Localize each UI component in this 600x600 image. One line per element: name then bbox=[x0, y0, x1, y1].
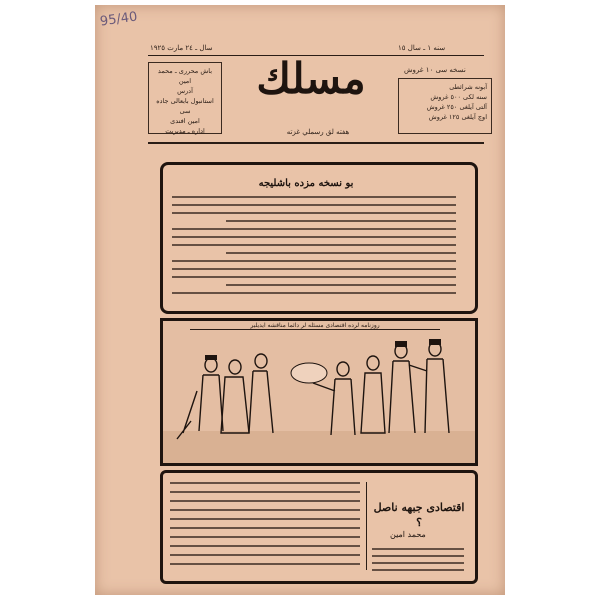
editor-line: باش محرری ـ محمد امين bbox=[157, 67, 213, 85]
text-line bbox=[372, 555, 464, 557]
left-figures bbox=[177, 354, 273, 439]
text-line bbox=[170, 545, 360, 547]
bottom-article-author: محمد امين bbox=[390, 530, 426, 539]
subscription-box bbox=[398, 78, 492, 134]
hats bbox=[205, 339, 441, 360]
text-line bbox=[172, 236, 456, 238]
text-line bbox=[172, 204, 456, 206]
text-line bbox=[170, 509, 360, 511]
cartoon-illustration bbox=[163, 321, 475, 463]
text-line bbox=[372, 548, 464, 550]
cartoon-caption: روزنامه لرده اقتصادی مسئله لر دائما مناقشه ایدیلیر bbox=[190, 322, 440, 330]
column-separator bbox=[366, 482, 367, 570]
subscription-half: آلتى آيلغى ٢٥٠ غروش bbox=[426, 103, 487, 111]
text-line bbox=[170, 482, 360, 484]
editor-name: امين افندى bbox=[170, 117, 200, 125]
issue-number: سنه ١ ـ سال ١٥ bbox=[398, 44, 446, 52]
text-line bbox=[170, 518, 360, 520]
text-line bbox=[172, 212, 456, 214]
right-figures bbox=[313, 342, 449, 435]
text-line bbox=[172, 260, 456, 262]
text-line bbox=[172, 228, 456, 230]
text-line bbox=[170, 491, 360, 493]
subscription-title: آبونه شرائطى bbox=[449, 83, 487, 91]
speech-bubble bbox=[291, 363, 327, 383]
text-line bbox=[172, 244, 456, 246]
masthead: مسلك bbox=[256, 54, 366, 103]
text-line bbox=[372, 562, 464, 564]
cartoon-frame bbox=[160, 318, 478, 466]
text-line bbox=[172, 276, 456, 278]
text-line bbox=[170, 536, 360, 538]
editor-box bbox=[148, 62, 222, 134]
subscription-quarter: اوچ آيلغى ١٢٥ غروش bbox=[428, 113, 487, 121]
text-line bbox=[170, 500, 360, 502]
price-line: نسخه سى ١٠ غروش bbox=[404, 66, 466, 74]
text-line bbox=[172, 268, 456, 270]
subscription-year: سنه لكى ٥٠٠ غروش bbox=[430, 93, 487, 101]
address-label: آدرس bbox=[177, 87, 193, 95]
address-line: استانبول بابعالى جاده سى bbox=[156, 97, 214, 115]
text-line bbox=[226, 220, 456, 222]
text-line bbox=[170, 563, 360, 565]
text-line bbox=[170, 527, 360, 529]
ground bbox=[163, 431, 475, 463]
text-line bbox=[170, 554, 360, 556]
pencil-note: 95/40 bbox=[99, 9, 139, 30]
text-line bbox=[172, 292, 456, 294]
text-line bbox=[372, 569, 464, 571]
tagline: هفته لق رسملي غزته bbox=[286, 128, 350, 136]
text-line bbox=[226, 284, 456, 286]
bottom-article-title: اقتصادى جبهه ناصل ؟ bbox=[373, 501, 465, 529]
issue-date: سال ـ ٢٤ مارت ١٩٢٥ bbox=[150, 44, 213, 52]
office-line: اداره ـ مديريت bbox=[165, 127, 205, 135]
text-line bbox=[226, 252, 456, 254]
text-line bbox=[172, 196, 456, 198]
masthead-rule bbox=[148, 142, 484, 144]
contents-title: بو نسخه مزده باشليجه bbox=[258, 178, 354, 189]
